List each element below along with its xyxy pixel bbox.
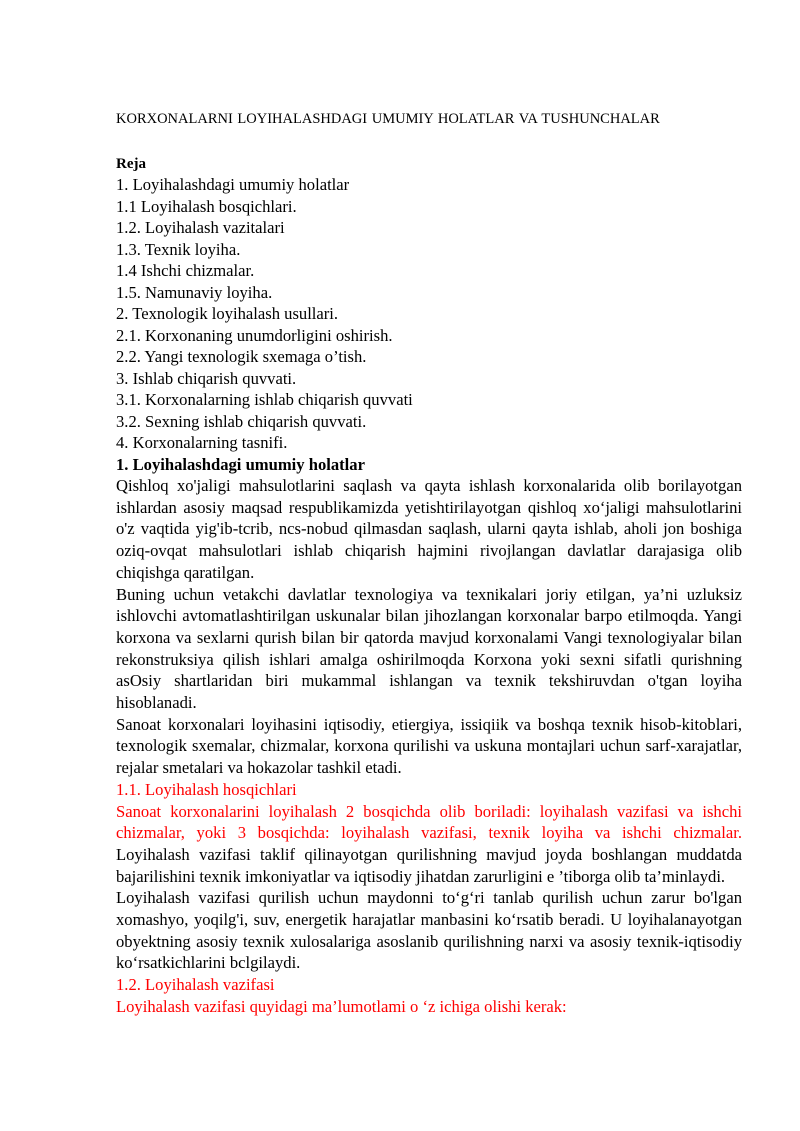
document-page <box>116 110 742 1018</box>
paragraph <box>116 801 742 888</box>
paragraph: Loyihalash vazifasi qurilish uchun maydonni to‘g‘ri tanlab qurilish uchun zarur bo'lgan xomashyo, yoqilg'i, suv, energetik harajatlar manbasini ko‘rsatib beradi. U loyihalanayotgan obyektning asosiy texnik xulosalariga asoslanib qurilishning narxi va asosiy texnik-iqtisodiy ko‘rsatkichlarini bclgilaydi. <box>116 888 742 973</box>
plan-item: 2.2. Yangi texnologik sxemaga o’tish. <box>116 347 367 366</box>
plan-item: 4. Korxonalarning tasnifi. <box>116 433 288 452</box>
plan-item: 3. Ishlab chiqarish quvvati. <box>116 368 297 388</box>
highlighted-text: Sanoat korxonalarini loyihalash 2 bosqichda olib boriladi: loyihalash vazifasi va ishchi chizmalar, yoki 3 bosqichda: loyihalash vazifasi, texnik loyiha va ishchi chizmalar. <box>116 801 742 843</box>
plan-item: 3.2. Sexning ishlab chiqarish quvvati. <box>116 411 367 431</box>
plan-item: 2. Texnologik loyihalash usullari. <box>116 304 339 323</box>
plan-item: 1.4 Ishchi chizmalar. <box>116 261 255 280</box>
plan-item: 1.3. Texnik loyiha. <box>116 239 241 259</box>
paragraph: Qishloq xo'jaligi mahsulotlarini saqlash va qayta ishlash korxonalarida olib borilayotgan ishlardan asosiy maqsad respublikamizda yetishtirilayotgan qishloq xo‘jaligi mahsulotlarini o'z vaqtida yig'ib-tcrib, ncs-nobud qilmasdan saqlash, ularni qayta ishlab, aholi jon boshiga oziq-ovqat mahsulotlari ishlab chiqarish hajmini rivojlangan davlatlar darajasiga olib chiqishga qaratilgan. <box>116 476 742 582</box>
plan-item: 3.1. Korxonalarning ishlab chiqarish quvvati <box>116 390 413 409</box>
subsection-heading: 1.1. Loyihalash hosqichlari <box>116 779 297 799</box>
paragraph: Buning uchun vetakchi davlatlar texnologiya va texnikalari joriy etilgan, ya’ni uzluksiz ishlovchi avtomatlashtirilgan uskunalar bilan jihozlangan korxonalar barpo etilmoqda. Yangi korxona va sexlarni qurish bilan bir qatorda mavjud korxonalami Vangi texnologiyalar bilan rekonstruksiya qilish ishlari amalga oshirilmoqda Korxona yoki sexni sifatli qurishning asOsiy shartlaridan biri mukammal ishlangan va texnik tekshiruvdan o'tgan loyiha hisoblanadi. <box>116 584 742 713</box>
plan-item: 1.2. Loyihalash vazitalari <box>116 218 285 237</box>
paragraph: Sanoat korxonalari loyihasini iqtisodiy, etiergiya, issiqiik va boshqa texnik hisob-kitoblari, texnologik sxemalar, chizmalar, korxona qurilishi va uskuna montajlari uchun sarf-xarajatlar, rejalar smetalari va hokazolar tashkil etadi. <box>116 714 742 778</box>
plan-heading: Reja <box>116 156 146 172</box>
section-heading: 1. Loyihalashdagi umumiy holatlar <box>116 454 365 474</box>
subsection-heading: 1.2. Loyihalash vazifasi <box>116 975 275 995</box>
plan-list <box>116 174 742 454</box>
plan-item: 1.5. Namunaviy loyiha. <box>116 282 273 302</box>
plan-item: 2.1. Korxonaning unumdorligini oshirish. <box>116 325 393 345</box>
paragraph-text: Loyihalash vazifasi taklif qilinayotgan qurilishning mavjud joyda boshlangan muddatda bajarilishini texnik imkoniyatlar va iqtisodiy jihatdan zarurligini e ’tiborga olib ta’minlaydi. <box>116 844 742 886</box>
plan-item: 1.1 Loyihalash bosqichlari. <box>116 196 297 216</box>
highlighted-paragraph: Loyihalash vazifasi quyidagi ma’lumotlami o ‘z ichiga olishi kerak: <box>116 996 567 1016</box>
document-title: KORXONALARNI LOYIHALASHDAGI UMUMIY HOLATLAR VA TUSHUNCHALAR <box>116 111 660 127</box>
plan-item: 1. Loyihalashdagi umumiy holatlar <box>116 175 350 194</box>
